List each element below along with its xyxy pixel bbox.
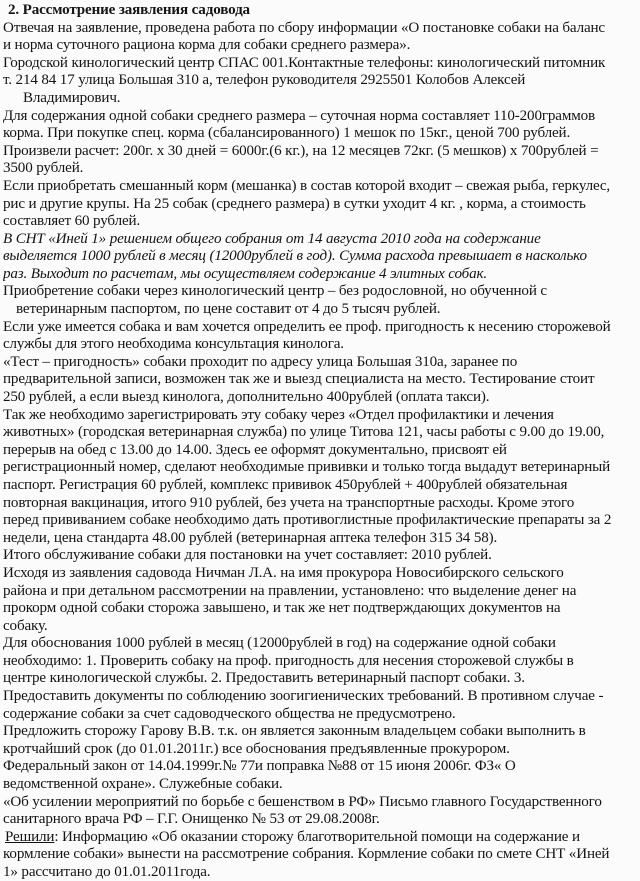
text-line: Предоставить документы по соблюдению зоогигиенических требований. В противном случае - (3, 688, 604, 705)
text-line: т. 214 84 17 улица Большая 310 а, телефон руководителя 2925501 Колобов Алексей (3, 72, 526, 89)
text-line: ветеринарным паспортом, по цене составит от 4 до 5 тысяч рублей. (16, 301, 441, 318)
text-line: Владимирович. (23, 89, 121, 106)
text-line: необходимо: 1. Проверить собаку на проф. пригодность для несения сторожевой службы в (3, 652, 574, 669)
text-line: центре кинологической службы. 2. Предоставить ветеринарный паспорт собаки. 3. (3, 670, 525, 687)
text-line: повторная вакцинация, итого 910 рублей, без учета на транспортные расходы. Кроме этого (3, 494, 575, 511)
text-line: 3500 рублей. (3, 160, 84, 177)
text-line: рис и другие крупы. На 25 собак (среднего размера) в сутки уходит 4 кг. , корма, а стоимость (3, 195, 586, 212)
text-line: Городской кинологический центр СПАС 001.Контактные телефоны: кинологический питомник (3, 54, 606, 71)
text-line: 1» рассчитано до 01.01.2011года. (3, 864, 211, 880)
text-line: 250 рублей, а если выезд кинолога, дополнительно 400рублей (оплата такси). (3, 389, 490, 406)
text-line: Приобретение собаки через кинологический центр – без родословной, но обученной с (3, 283, 547, 300)
text-line: «Об усилении мероприятий по борьбе с бешенством в РФ» Письмо главного Государственного (3, 793, 602, 810)
italic-line: выделяется 1000 рублей в месяц (12000рублей в год). Сумма расхода превышает в насколько (3, 248, 587, 265)
text-line: кротчайший срок (до 01.01.2011г.) все обоснования предъявленные прокурором. (3, 740, 510, 757)
text-line: регистрационный номер, сделают необходимые прививки и только тогда выдадут ветеринарный (3, 459, 611, 476)
italic-line: раз. Выходит по расчетам, мы осуществляем содержание 4 элитных собак. (3, 265, 488, 282)
text-line: перерыв на обед с 13.00 до 14.00. Здесь ее оформят документально, присвоят ей (3, 441, 507, 458)
text-line: перед прививанием собаке необходимо дать противоглистные профилактические препараты за 2 (3, 512, 612, 529)
text-line: Если уже имеется собака и вам хочется определить ее проф. пригодность к несению сторожевой (3, 318, 611, 335)
text-line: прокорм одной собаки сторожа завышено, и так же нет подтверждающих документов на (3, 600, 561, 617)
text-line: ведомственной охране». Служебные собаки. (3, 776, 283, 793)
text-line: кормление собаки» вынести на рассмотрение собрания. Кормление собаки по смете СНТ «Иней (3, 846, 610, 863)
text-line: Предложить сторожу Гарову В.В. т.к. он является законным владельцем собаки выполнить в (3, 723, 586, 740)
resolution-label: Решили (5, 828, 55, 845)
text-line: Для обоснования 1000 рублей в месяц (12000рублей в год) на содержание одной собаки (3, 635, 556, 652)
text-line: Произвели расчет: 200г. х 30 дней = 6000г.(6 кг.), на 12 месяцев 72кг. (5 мешков) х 700рублей = (3, 142, 599, 159)
text-line: паспорт. Регистрация 60 рублей, комплекс прививок 450рублей + 400рублей обязательная (3, 476, 568, 493)
resolution-text: : Информацию «Об оказании сторожу благотворительной помощи на содержание и (54, 828, 580, 845)
resolution-line (5, 829, 639, 846)
text-line: Отвечая на заявление, проведена работа по сбору информации «О постановке собаки на баланс (3, 19, 605, 36)
text-line: Если приобретать смешанный корм (мешанка) в состав которой входит – свежая рыба, геркулес, (3, 177, 611, 194)
text-line: Для содержания одной собаки среднего размера – суточная норма составляет 110-200граммов (3, 107, 596, 124)
text-line: Так же необходимо зарегистрировать эту собаку через «Отдел профилактики и лечения (3, 406, 554, 423)
text-line: «Тест – пригодность» собаки проходит по адресу улица Большая 310а, заранее по (3, 353, 518, 370)
text-line: недели, цена стандарта 48.00 рублей (ветеринарная аптека телефон 315 34 58). (3, 529, 498, 546)
text-line: Итого обслуживание собаки для постановки на учет составляет: 2010 рублей. (3, 547, 492, 564)
text-line: корма. При покупке спец. корма (сбалансированного) 1 мешок по 15кг., ценой 700 рублей. (3, 125, 571, 142)
text-line: и норма суточного рациона корма для собаки среднего размера». (3, 37, 411, 54)
text-line: Федеральный закон от 14.04.1999г.№ 77и поправка №88 от 15 июня 2006г. ФЗ« О (3, 758, 516, 775)
italic-line: В СНТ «Иней 1» решением общего собрания от 14 августа 2010 года на содержание (3, 230, 541, 247)
text-line: службы для этого необходима консультация кинолога. (3, 336, 344, 353)
text-line: предварительной записи, возможен так же и выезд специалиста на место. Тестирование стоит (3, 371, 595, 388)
section-heading: 2. Рассмотрение заявления садовода (8, 2, 250, 18)
text-line: Исходя из заявления садовода Ничман Л.А. на имя прокурора Новосибирского сельского (3, 564, 564, 581)
text-line: животных» (городская ветеринарная служба) по улице Титова 121, часы работы с 9.00 до 19.00, (3, 424, 605, 441)
text-line: района и при детальном рассмотрении на правлении, установлено: что выделение денег на (3, 582, 577, 599)
text-line: содержание собаки за счет садоводческого общества не предусмотрено. (3, 705, 456, 722)
text-line: составляет 60 рублей. (3, 213, 141, 230)
text-line: собаку. (3, 617, 48, 634)
text-line: санитарного врача РФ – Г.Г. Онищенко № 53 от 29.08.2008г. (3, 811, 380, 828)
